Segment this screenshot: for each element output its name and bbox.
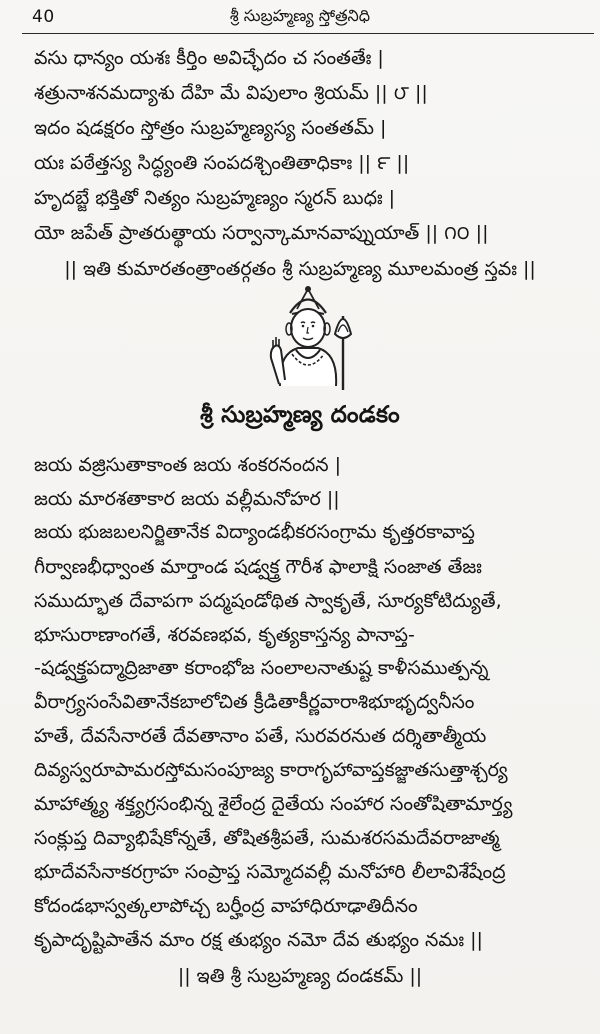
verse-line: వసు ధాన్యం యశః కీర్తిం అవిచ్ఛేదం చ సంతతేః | [34, 47, 384, 69]
verse-line: యః పఠేత్తస్య సిద్ధ్యంతి సంపదశ్చింతితాధికాః || ౯ || [34, 152, 410, 174]
dandakam-line: జయ మారశతాకార జయ వల్లీమనోహర || [34, 488, 340, 510]
closing-line-bottom: || ఇతి శ్రీ సుబ్రహ్మణ్య దండకమ్ || [177, 965, 423, 987]
closing-line-top: || ఇతి కుమారతంత్రాంతర్గతం శ్రీ సుబ్రహ్మణ్య మూలమంత్ర స్తవః || [64, 258, 536, 280]
dandakam-line: భూసురాణాంగతే, శరవణభవ, కృత్యకాస్తన్య పానాప్త- [34, 624, 415, 646]
subrahmanya-illustration [258, 282, 360, 394]
dandakam-line: సంక్లుప్త దివ్యాభిషేకోన్నతే, తోషితశ్రీపతే, సుమశరసమదేవరాజాత్మ [34, 827, 500, 849]
dandakam-line: వీరాగ్ర్యసంసేవితానేకబాలోచిత క్రీడితాకీర్ణవారాశిభూభృద్వనీసం [34, 691, 475, 713]
header-rule [22, 33, 594, 34]
dandakam-line: మాహాత్మ్య శక్త్యగ్రసంభిన్న శైలేంద్ర దైతేయ సంహార సంతోషితామార్త్య [34, 793, 513, 815]
dandakam-line: హతే, దేవసేనారతే దేవతానాం పతే, సురవరనుత దర్శితాత్మీయ [34, 725, 487, 747]
dandakam-line: జయ వజ్రిసుతాకాంత జయ శంకరనందన | [34, 454, 342, 476]
dandakam-line: జయ భుజబలనిర్జితానేక విద్యాండభీకరసంగ్రామ కృత్తరకావాప్త [34, 521, 475, 543]
running-header: శ్రీ సుబ్రహ్మణ్య స్తోత్రనిధి [229, 6, 371, 25]
dandakam-line: గీర్వాణభీధ్వాంత మార్తాండ షడ్వక్త్ర గౌరీశ ఫాలాక్షి సంజాత తేజః [34, 556, 482, 578]
page-number: 40 [32, 7, 55, 27]
dandakam-line: భూదేవసేనాకరగ్రాహ సంప్రాప్త సమ్మోదవల్లీ మనోహారి లీలావిశేషేంద్ర [34, 861, 506, 883]
dandakam-line: కోదండభాస్వత్కలాపోచ్చ బర్హీంద్ర వాహాధిరూఢాతిదీనం [34, 895, 418, 917]
verse-line: ఇదం షడక్షరం స్తోత్రం సుబ్రహ్మణ్యస్య సంతతమ్ | [34, 117, 387, 139]
verse-line: హృదబ్జే భక్తితో నిత్యం సుబ్రహ్మణ్యం స్మరన్ బుధః | [34, 187, 396, 209]
verse-line: యో జపేత్ ప్రాతరుత్థాయ సర్వాన్కామానవాప్నుయాత్ || ౧౦ || [34, 222, 489, 244]
dandakam-line: కృపాదృష్టిపాతేన మాం రక్ష తుభ్యం నమో దేవ తుభ్యం నమః || [34, 929, 483, 951]
dandakam-line: దివ్యస్వరూపామరస్తోమసంపూజ్య కారాగృహావాప్తకజ్జాతసుత్తాశ్చర్య [34, 759, 508, 781]
dandakam-line: -షడ్వక్త్రపద్మాద్రిజాతా కరాంభోజ సంలాలనాతుష్ట కాళీసముత్పన్న [34, 657, 489, 679]
verse-line: శత్రునాశనమద్యాశు దేహి మే విపులాం శ్రియమ్ || ౮ || [34, 82, 428, 104]
section-title: శ్రీ సుబ్రహ్మణ్య దండకం [200, 402, 400, 428]
dandakam-line: సముద్భూత దేవాపగా పద్మషండోథిత స్వాకృతే, సూర్యకోటిద్యుతే, [34, 590, 502, 612]
